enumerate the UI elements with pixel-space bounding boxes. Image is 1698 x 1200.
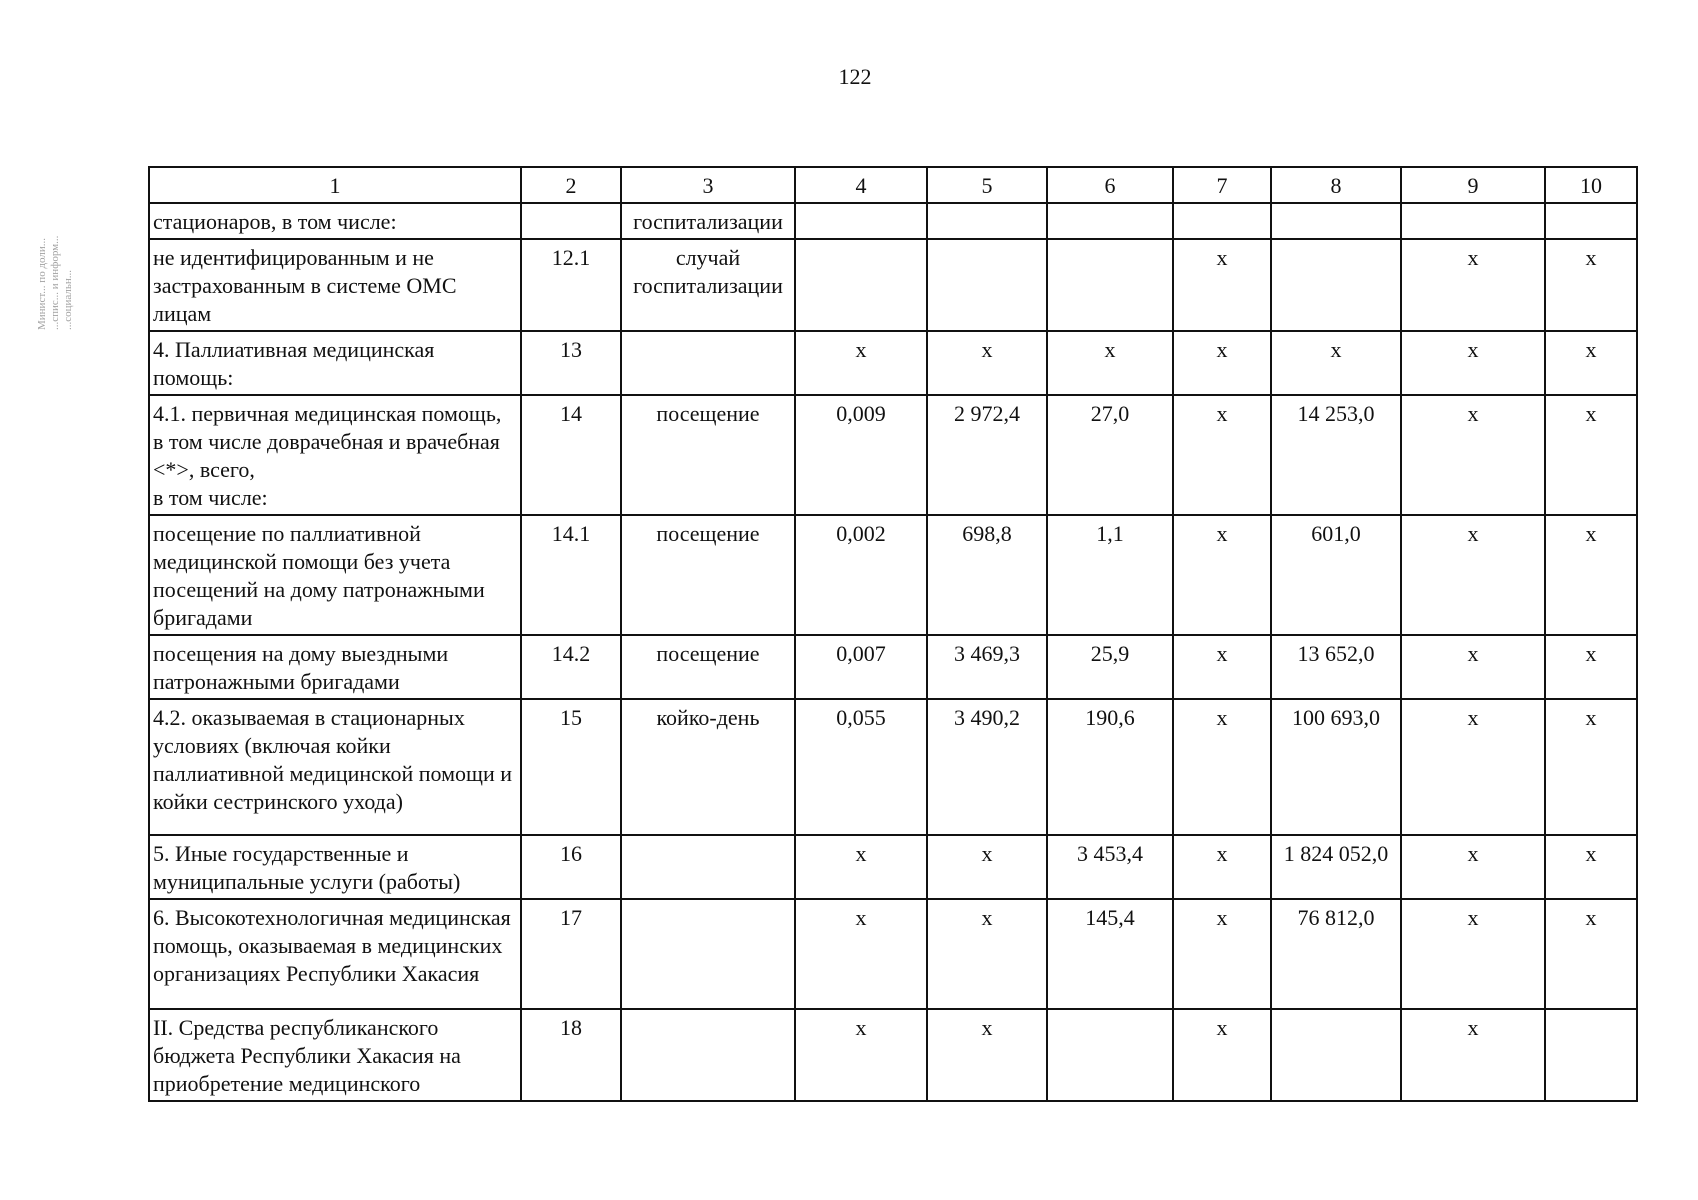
column-header-1: 1 xyxy=(149,167,521,203)
table-cell: х xyxy=(795,899,927,1009)
table-cell: 1 824 052,0 xyxy=(1271,835,1401,899)
table-cell: 0,007 xyxy=(795,635,927,699)
data-table xyxy=(148,166,1638,1102)
table-cell: госпитализации xyxy=(621,203,795,239)
row-label-cell: 6. Высокотехнологичная медицинская помощь, оказываемая в медицинских организациях Республики Хакасия xyxy=(149,899,521,1009)
table-cell xyxy=(1271,203,1401,239)
table-cell xyxy=(1047,203,1173,239)
column-header-7: 7 xyxy=(1173,167,1271,203)
table-cell: х xyxy=(1545,635,1637,699)
table-row xyxy=(149,1009,1637,1101)
table-cell: 76 812,0 xyxy=(1271,899,1401,1009)
column-header-2: 2 xyxy=(521,167,621,203)
table-cell: 1,1 xyxy=(1047,515,1173,635)
row-label-cell: 4.1. первичная медицинская помощь, в том числе доврачебная и врачебная <*>, всего, в том числе: xyxy=(149,395,521,515)
table-cell xyxy=(521,203,621,239)
table-row xyxy=(149,835,1637,899)
table-cell: 14 253,0 xyxy=(1271,395,1401,515)
table-cell: х xyxy=(1173,835,1271,899)
table-cell: 190,6 xyxy=(1047,699,1173,835)
row-label-cell: посещение по паллиативной медицинской помощи без учета посещений на дому патронажными бригадами xyxy=(149,515,521,635)
table-cell: х xyxy=(1545,899,1637,1009)
side-stamp-line: ...спис... и информ... xyxy=(49,235,61,330)
table-cell xyxy=(1271,239,1401,331)
table-row xyxy=(149,699,1637,835)
row-label-cell: II. Средства республиканского бюджета Республики Хакасия на приобретение медицинского xyxy=(149,1009,521,1101)
row-label-cell: 5. Иные государственные и муниципальные услуги (работы) xyxy=(149,835,521,899)
table-cell: х xyxy=(795,331,927,395)
table-cell: х xyxy=(1401,899,1545,1009)
table-cell: 0,055 xyxy=(795,699,927,835)
table-cell: 17 xyxy=(521,899,621,1009)
table-cell: х xyxy=(795,835,927,899)
table-cell: 16 xyxy=(521,835,621,899)
table-cell xyxy=(1047,1009,1173,1101)
table-cell: 15 xyxy=(521,699,621,835)
table-row xyxy=(149,395,1637,515)
table-cell xyxy=(927,239,1047,331)
row-label-cell: не идентифицированным и не застрахованным в системе ОМС лицам xyxy=(149,239,521,331)
table-cell: х xyxy=(1401,395,1545,515)
table-row xyxy=(149,239,1637,331)
column-header-4: 4 xyxy=(795,167,927,203)
table-cell: х xyxy=(1271,331,1401,395)
table-cell: 0,002 xyxy=(795,515,927,635)
table-cell: 0,009 xyxy=(795,395,927,515)
table-cell: 12.1 xyxy=(521,239,621,331)
table-cell: 3 469,3 xyxy=(927,635,1047,699)
table-cell: х xyxy=(1401,331,1545,395)
side-stamp-line: Минист... по доли... xyxy=(36,237,48,330)
table-cell: х xyxy=(1173,515,1271,635)
table-cell: х xyxy=(927,1009,1047,1101)
table-cell xyxy=(621,331,795,395)
table-cell xyxy=(1173,203,1271,239)
table-cell xyxy=(621,1009,795,1101)
table-cell xyxy=(621,835,795,899)
table-cell: посещение xyxy=(621,515,795,635)
table-cell xyxy=(927,203,1047,239)
table-cell xyxy=(1545,1009,1637,1101)
data-table-container xyxy=(148,166,1636,1102)
table-cell: случай госпитализации xyxy=(621,239,795,331)
table-cell: х xyxy=(1401,835,1545,899)
table-cell: посещение xyxy=(621,635,795,699)
table-row xyxy=(149,203,1637,239)
table-cell xyxy=(1401,203,1545,239)
table-cell: х xyxy=(1401,239,1545,331)
row-label-cell: посещения на дому выездными патронажными бригадами xyxy=(149,635,521,699)
table-cell: х xyxy=(1173,395,1271,515)
table-cell: х xyxy=(1545,395,1637,515)
table-cell xyxy=(1271,1009,1401,1101)
table-cell: х xyxy=(1173,699,1271,835)
side-stamp-line: ...социальн... xyxy=(62,269,74,330)
table-cell: х xyxy=(1173,1009,1271,1101)
header-row xyxy=(149,167,1637,203)
table-cell: х xyxy=(1173,239,1271,331)
table-cell xyxy=(621,899,795,1009)
table-cell: х xyxy=(1401,1009,1545,1101)
column-header-9: 9 xyxy=(1401,167,1545,203)
table-cell: х xyxy=(927,899,1047,1009)
table-cell: 145,4 xyxy=(1047,899,1173,1009)
column-header-5: 5 xyxy=(927,167,1047,203)
table-cell: 14.2 xyxy=(521,635,621,699)
column-header-8: 8 xyxy=(1271,167,1401,203)
table-cell: х xyxy=(927,331,1047,395)
row-label-cell: 4. Паллиативная медицинская помощь: xyxy=(149,331,521,395)
table-cell xyxy=(795,203,927,239)
table-cell: 3 453,4 xyxy=(1047,835,1173,899)
table-cell: х xyxy=(1545,331,1637,395)
table-cell: х xyxy=(1047,331,1173,395)
table-row xyxy=(149,331,1637,395)
table-cell: посещение xyxy=(621,395,795,515)
table-cell: х xyxy=(1173,635,1271,699)
table-cell: х xyxy=(1545,699,1637,835)
table-cell: х xyxy=(795,1009,927,1101)
side-stamp xyxy=(36,140,126,330)
table-cell: х xyxy=(1173,899,1271,1009)
table-cell: х xyxy=(927,835,1047,899)
table-cell: х xyxy=(1545,835,1637,899)
table-body xyxy=(149,203,1637,1101)
table-cell: х xyxy=(1401,515,1545,635)
column-header-3: 3 xyxy=(621,167,795,203)
table-cell: 14.1 xyxy=(521,515,621,635)
table-row xyxy=(149,635,1637,699)
table-cell: 3 490,2 xyxy=(927,699,1047,835)
table-cell xyxy=(1047,239,1173,331)
table-cell: 13 652,0 xyxy=(1271,635,1401,699)
table-cell: 18 xyxy=(521,1009,621,1101)
table-row xyxy=(149,899,1637,1009)
table-cell: х xyxy=(1545,515,1637,635)
table-row xyxy=(149,515,1637,635)
table-cell xyxy=(795,239,927,331)
table-cell: х xyxy=(1401,635,1545,699)
table-cell: х xyxy=(1545,239,1637,331)
row-label-cell: стационаров, в том числе: xyxy=(149,203,521,239)
table-cell: 13 xyxy=(521,331,621,395)
table-cell: 601,0 xyxy=(1271,515,1401,635)
table-cell: х xyxy=(1173,331,1271,395)
table-cell: 27,0 xyxy=(1047,395,1173,515)
table-cell: койко-день xyxy=(621,699,795,835)
table-cell: 25,9 xyxy=(1047,635,1173,699)
table-cell: 100 693,0 xyxy=(1271,699,1401,835)
page-number: 122 xyxy=(838,64,872,89)
row-label-cell: 4.2. оказываемая в стационарных условиях (включая койки паллиативной медицинской помощи и койки сестринского ухода) xyxy=(149,699,521,835)
table-cell: 698,8 xyxy=(927,515,1047,635)
table-cell xyxy=(1545,203,1637,239)
table-cell: х xyxy=(1401,699,1545,835)
column-header-6: 6 xyxy=(1047,167,1173,203)
table-cell: 2 972,4 xyxy=(927,395,1047,515)
column-header-10: 10 xyxy=(1545,167,1637,203)
table-cell: 14 xyxy=(521,395,621,515)
table-header xyxy=(149,167,1637,203)
